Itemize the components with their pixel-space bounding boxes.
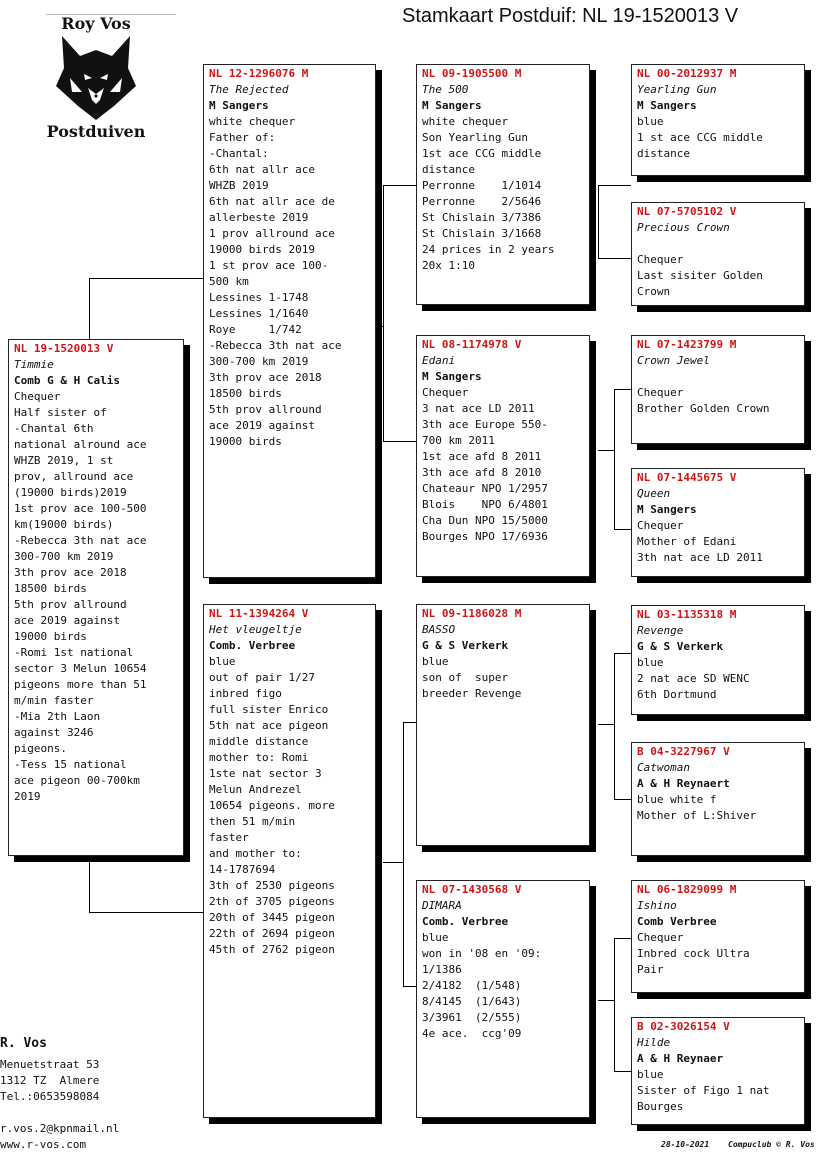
pigeon-name: The 500 xyxy=(422,83,469,96)
pigeon-colour: white chequer xyxy=(209,115,296,128)
pigeon-colour: blue xyxy=(637,1068,664,1081)
ring-number: NL 19-1520013 V xyxy=(14,342,114,355)
connector-line xyxy=(403,722,416,723)
pigeon-name: Crown Jewel xyxy=(637,354,710,367)
pigeon-info: 3 nat ace LD 2011 3th ace Europe 550- 700 km 2011 1st ace afd 8 2011 3th ace afd 8 2010 Chateaur NPO 1/2957 Blois NPO 6/4801 Cha Dun NPO 15/5000 Bourges NPO 17/6936 xyxy=(422,402,548,543)
pigeon-card-mfm[interactable] xyxy=(631,742,805,856)
pigeon-card-subject[interactable] xyxy=(8,339,184,856)
pigeon-breeder: M Sangers xyxy=(422,99,482,112)
pigeon-card-mf[interactable] xyxy=(416,604,590,846)
pigeon-name: Timmie xyxy=(14,358,54,371)
connector-line xyxy=(89,278,90,340)
pigeon-info: Son Yearling Gun 1st ace CCG middle distance Perronne 1/1014 Perronne 2/5646 St Chislain 3/7386 St Chislain 3/1668 24 prices in 2 years 20x 1:10 xyxy=(422,131,555,272)
pigeon-info: 1 st ace CCG middle distance xyxy=(637,131,763,160)
footer-date: 28-10-2021 xyxy=(661,1140,710,1149)
ring-number: NL 11-1394264 V xyxy=(209,607,309,620)
connector-line xyxy=(598,724,614,725)
connector-line xyxy=(403,986,416,987)
pigeon-breeder: Comb G & H Calis xyxy=(14,374,120,387)
pigeon-breeder: M Sangers xyxy=(637,503,697,516)
connector-line xyxy=(383,862,403,863)
pigeon-name: Yearling Gun xyxy=(637,83,717,96)
pigeon-breeder: G & S Verkerk xyxy=(637,640,724,653)
pigeon-colour: Chequer xyxy=(637,386,684,399)
pigeon-card-mff[interactable] xyxy=(631,605,805,715)
pigeon-card-mother[interactable] xyxy=(203,604,376,1118)
pigeon-colour: blue xyxy=(637,656,664,669)
pigeon-colour: Chequer xyxy=(637,519,684,532)
ring-number: NL 08-1174978 V xyxy=(422,338,522,351)
owner-email[interactable]: r.vos.2@kpnmail.nl xyxy=(0,1122,120,1135)
connector-line xyxy=(614,529,631,530)
pigeon-breeder xyxy=(637,236,799,252)
pigeon-breeder: A & H Reynaer xyxy=(637,1052,724,1065)
connector-line xyxy=(598,450,614,451)
pigeon-colour: Chequer xyxy=(637,253,684,266)
ring-number: NL 12-1296076 M xyxy=(209,67,309,80)
wolf-icon xyxy=(54,34,138,122)
connector-line xyxy=(376,326,383,327)
page-title: Stamkaart Postduif: NL 19-1520013 V xyxy=(402,5,739,27)
pigeon-colour: Chequer xyxy=(637,931,684,944)
owner-street: Menuetstraat 53 xyxy=(0,1058,100,1071)
pigeon-breeder: Comb Verbree xyxy=(637,915,717,928)
pigeon-card-fm[interactable] xyxy=(416,335,590,577)
connector-line xyxy=(614,938,631,939)
connector-line xyxy=(614,653,615,799)
pigeon-info: Half sister of -Chantal 6th national alround ace WHZB 2019, 1 st prov, allround ace (19000 birds)2019 1st prov ace 100-500 km(19000 birds) -Rebecca 3th nat ace 300-700 km 2019 3th prov ace 2018 18500 birds 5th prov allround ace 2019 against 19000 birds -Romi 1st national sector 3 Melun 10654 pigeons more than 51 m/min faster -Mia 2th Laon against 3246 pigeons. -Tess 15 national ace pigeon 00-700km 2019 xyxy=(14,406,147,803)
connector-line xyxy=(89,856,90,912)
pigeon-name: Het vleugeltje xyxy=(209,623,302,636)
owner-name: R. Vos xyxy=(0,1036,47,1051)
pigeon-colour: blue xyxy=(422,931,449,944)
connector-line xyxy=(598,185,599,258)
connector-line xyxy=(383,185,416,186)
pigeon-info: Sister of Figo 1 nat Bourges xyxy=(637,1084,770,1113)
connector-line xyxy=(614,389,615,529)
ring-number: NL 07-1423799 M xyxy=(637,338,737,351)
ring-number: B 02-3026154 V xyxy=(637,1020,730,1033)
connector-line xyxy=(598,258,631,259)
pigeon-card-ff[interactable] xyxy=(416,64,590,305)
connector-line xyxy=(598,185,631,186)
pigeon-info: Mother of Edani 3th nat ace LD 2011 xyxy=(637,535,763,564)
pigeon-breeder: A & H Reynaert xyxy=(637,777,730,790)
pigeon-name: The Rejected xyxy=(209,83,289,96)
pigeon-card-mmm[interactable] xyxy=(631,1017,805,1125)
connector-line xyxy=(89,278,204,279)
pigeon-card-fff[interactable] xyxy=(631,64,805,176)
pigeon-breeder: M Sangers xyxy=(422,370,482,383)
pigeon-breeder: G & S Verkerk xyxy=(422,639,509,652)
connector-line xyxy=(598,1000,614,1001)
pigeon-card-mm[interactable] xyxy=(416,880,590,1118)
owner-website[interactable]: www.r-vos.com xyxy=(0,1138,87,1151)
pigeon-breeder: Comb. Verbree xyxy=(422,915,509,928)
owner-city: 1312 TZ Almere xyxy=(0,1074,100,1087)
pigeon-name: Queen xyxy=(637,487,671,500)
pigeon-name: BASSO xyxy=(422,623,456,636)
pigeon-info: won in '08 en '09: 1/1386 2/4182 (1/548) 8/4145 (1/643) 3/3961 (2/555) 4e ace. ccg'09 xyxy=(422,947,542,1040)
connector-line xyxy=(383,441,416,442)
pigeon-card-mmf[interactable] xyxy=(631,880,805,993)
pigeon-info: 2 nat ace SD WENC 6th Dortmund xyxy=(637,672,750,701)
ring-number: NL 09-1186028 M xyxy=(422,607,522,620)
pigeon-colour: blue xyxy=(637,115,664,128)
pigeon-info: Mother of L:Shiver xyxy=(637,809,757,822)
pigeon-card-fmf[interactable] xyxy=(631,335,805,444)
owner-info xyxy=(0,1036,190,1153)
ring-number: NL 00-2012937 M xyxy=(637,67,737,80)
connector-line xyxy=(89,912,204,913)
logo-text-bottom: Postduiven xyxy=(46,122,146,141)
pigeon-name: Hilde xyxy=(637,1036,671,1049)
pigeon-colour: blue xyxy=(422,655,449,668)
connector-line xyxy=(614,389,631,390)
pigeon-breeder: Comb. Verbree xyxy=(209,639,296,652)
pigeon-name: Revenge xyxy=(637,624,684,637)
connector-line xyxy=(614,799,631,800)
ring-number: NL 07-1445675 V xyxy=(637,471,737,484)
spacer xyxy=(0,1105,190,1121)
pigeon-info: son of super breeder Revenge xyxy=(422,671,522,700)
pigeon-name: Catwoman xyxy=(637,761,690,774)
ring-number: NL 06-1829099 M xyxy=(637,883,737,896)
pigeon-colour: blue xyxy=(209,655,236,668)
connector-line xyxy=(403,722,404,986)
pigeon-colour: blue white f xyxy=(637,793,717,806)
pigeon-colour: Chequer xyxy=(14,390,61,403)
footer-credit: Compuclub © R. Vos xyxy=(728,1140,815,1149)
pigeon-info: out of pair 1/27 inbred figo full sister Enrico 5th nat ace pigeon middle distance mother to: Romi 1ste nat sector 3 Melun Andrezel 10654 pigeons. more then 51 m/min faster and mother to: 14-1787694 3th of 2530 pigeons 2th of 3705 pigeons 20th of 3445 pigeon 22th of 2694 pigeon 45th of 2762 pigeon xyxy=(209,671,335,956)
pigeon-breeder xyxy=(637,369,799,385)
pigeon-card-father[interactable] xyxy=(203,64,376,578)
ring-number: NL 03-1135318 M xyxy=(637,608,737,621)
logo xyxy=(46,14,176,142)
connector-line xyxy=(614,653,631,654)
pigeon-name: Edani xyxy=(422,354,456,367)
pigeon-info: Father of: -Chantal: 6th nat allr ace WHZB 2019 6th nat allr ace de allerbeste 2019 1 prov allround ace 19000 birds 2019 1 st prov ace 100- 500 km Lessines 1-1748 Lessines 1/1640 Roye 1/742 -Rebecca 3th nat ace 300-700 km 2019 3th prov ace 2018 18500 birds 5th prov allround ace 2019 against 19000 birds xyxy=(209,131,342,448)
owner-phone: Tel.:0653598084 xyxy=(0,1090,100,1103)
pigeon-name: Ishino xyxy=(637,899,677,912)
pigeon-card-ffm[interactable] xyxy=(631,202,805,306)
pigeon-breeder: M Sangers xyxy=(637,99,697,112)
ring-number: B 04-3227967 V xyxy=(637,745,730,758)
logo-text-top: Roy Vos xyxy=(61,14,131,33)
pigeon-colour: white chequer xyxy=(422,115,509,128)
pigeon-name: Precious Crown xyxy=(637,221,730,234)
pigeon-colour: Chequer xyxy=(422,386,469,399)
pigeon-name: DIMARA xyxy=(422,899,462,912)
pigeon-info: Inbred cock Ultra Pair xyxy=(637,947,750,976)
connector-line xyxy=(614,938,615,1071)
pigeon-info: Last sisiter Golden Crown xyxy=(637,269,763,298)
pigeon-info: Brother Golden Crown xyxy=(637,402,770,415)
ring-number: NL 07-1430568 V xyxy=(422,883,522,896)
connector-line xyxy=(614,1071,631,1072)
pigeon-breeder: M Sangers xyxy=(209,99,269,112)
pigeon-card-fmm[interactable] xyxy=(631,468,805,577)
ring-number: NL 07-5705102 V xyxy=(637,205,737,218)
ring-number: NL 09-1905500 M xyxy=(422,67,522,80)
connector-line xyxy=(383,185,384,441)
